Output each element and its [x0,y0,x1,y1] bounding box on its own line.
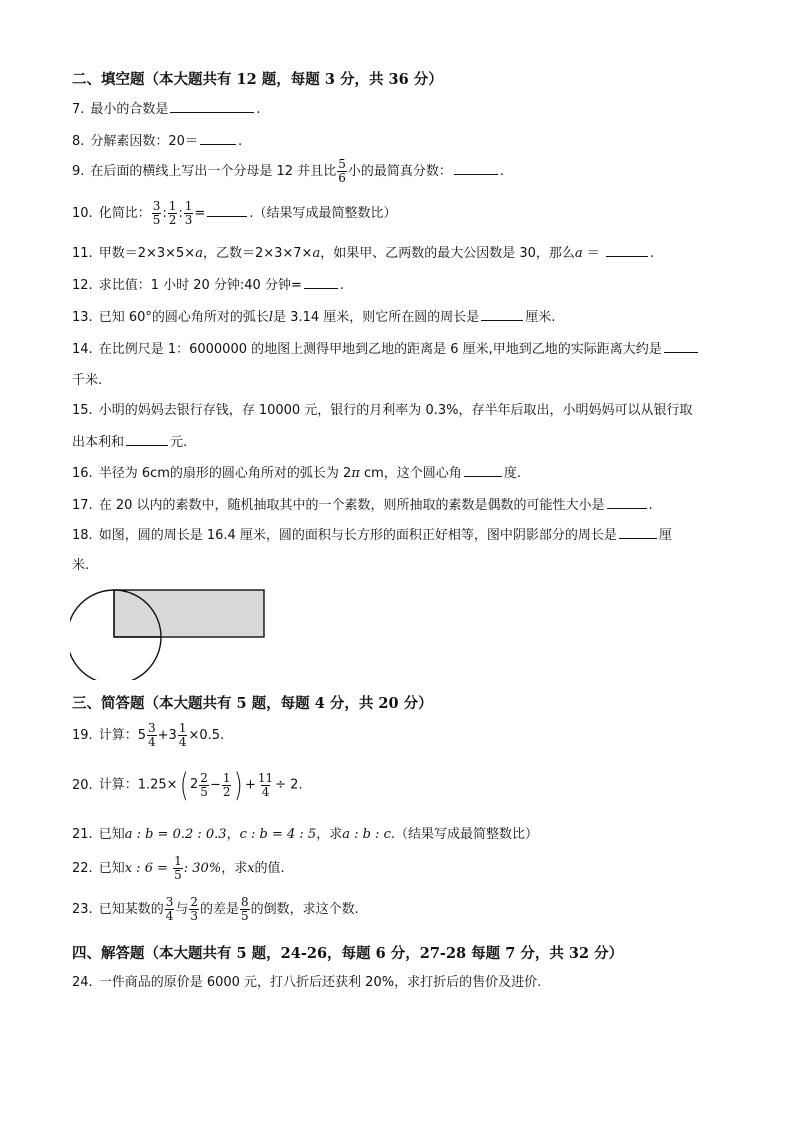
answer-blank[interactable] [304,276,338,289]
answer-blank[interactable] [454,162,498,175]
section-heading-solutions: 四、解答题（本大题共有 5 题，24-26，每题 6 分，27-28 每题 7 分，共 32 分） [72,945,624,962]
answer-blank[interactable] [664,340,698,353]
question-18-continued: 米. [72,558,90,573]
question-10: 10. 化简比： $\frac{3}{5}$ : $\frac{1}{2}$ : $\frac{1}{3}$ = .（结果写成最简整数比） [72,199,397,227]
question-11: 11. 甲数＝2×3×5×a，乙数＝2×3×7×a，如果甲、乙两数的最大公因数是 30，那么a ＝ . [72,246,655,261]
answer-blank[interactable] [481,308,523,321]
question-15: 15. 小明的妈妈去银行存钱，存 10000 元，银行的月利率为 0.3%，存半年后取出，小明妈妈可以从银行取 [72,403,693,418]
question-15-continued: 出本利和 元. [72,435,188,450]
question-14-continued: 千米. [72,373,103,388]
fraction: $\frac{5}{6}$ [338,157,346,185]
question-8: 8. 分解素因数：20＝ . [72,134,243,149]
fraction: $\frac{1}{2}$ [168,199,177,227]
circle-rectangle-figure [70,586,270,680]
fraction: $\frac{1}{3}$ [184,199,193,227]
question-24: 24. 一件商品的原价是 6000 元，打八折后还获利 20%，求打折后的售价及进价. [72,975,542,990]
answer-blank[interactable] [207,204,247,217]
shaded-rectangle [114,590,264,637]
section-heading-short-answer: 三、简答题（本大题共有 5 题，每题 4 分，共 20 分） [72,695,433,712]
answer-blank[interactable] [126,433,168,446]
question-12: 12. 求比值：1 小时 20 分钟:40 分钟= . [72,278,344,293]
question-21: 21. 已知a : b = 0.2 : 0.3，c : b = 4 : 5，求a : b : c.（结果写成最简整数比） [72,827,538,842]
question-22: 22. 已知x : 6 = $\frac{1}{5}$ : 30%，求x的值. [72,854,285,882]
question-16: 16. 半径为 6cm的扇形的圆心角所对的弧长为 2π cm，这个圆心角 度. [72,466,521,481]
question-13: 13. 已知 60°的圆心角所对的弧长l是 3.14 厘米，则它所在圆的周长是 厘米. [72,310,556,325]
question-7: 7. 最小的合数是 . [72,102,261,117]
answer-blank[interactable] [170,100,254,113]
question-20: 20. 计算：1.25×( 2 $\frac{2}{5}$ − $\frac{1}{2}$ ) + $\frac{11}{4}$ ÷ 2. [72,766,303,804]
question-18: 18. 如图，圆的周长是 16.4 厘米，圆的面积与长方形的面积正好相等，图中阴影部分的周长是 厘 [72,528,672,543]
fraction: $\frac{3}{5}$ [152,199,161,227]
answer-blank[interactable] [464,464,502,477]
answer-blank[interactable] [607,496,647,509]
answer-blank[interactable] [200,132,236,145]
question-19: 19. 计算： 5 $\frac{3}{4}$ + 3 $\frac{1}{4}$ ×0.5. [72,721,225,749]
question-14: 14. 在比例尺是 1：6000000 的地图上测得甲地到乙地的距离是 6 厘米,甲地到乙地的实际距离大约是 [72,340,700,359]
question-23: 23. 已知某数的 $\frac{3}{4}$ 与 $\frac{2}{3}$ 的差是 $\frac{8}{5}$ 的倒数，求这个数. [72,895,359,923]
section-heading-fill-blank: 二、填空题（本大题共有 12 题，每题 3 分，共 36 分） [72,71,443,88]
answer-blank[interactable] [619,526,657,539]
answer-blank[interactable] [606,244,648,257]
question-17: 17. 在 20 以内的素数中，随机抽取其中的一个素数，则所抽取的素数是偶数的可能性大小是 . [72,498,653,513]
question-9: 9. 在后面的横线上写出一个分母是 12 并且比 $\frac{5}{6}$ 小的最简真分数： . [72,157,505,185]
